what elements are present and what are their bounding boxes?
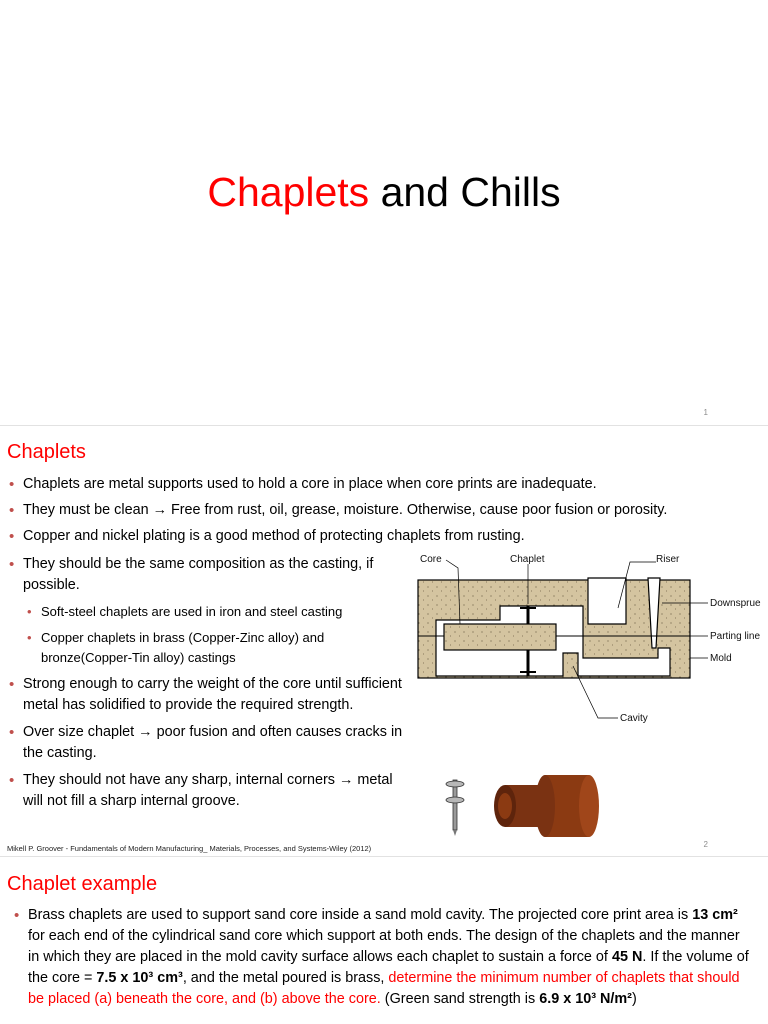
label-chaplet: Chaplet [510,554,545,565]
question-text: determine the minimum number of chaplets that should be placed (a) beneath the core, and (b) above the core. [28,970,740,1007]
label-cavity: Cavity [620,713,648,724]
example-paragraph [12,905,752,1010]
page-number: 2 [703,840,708,849]
bullet-item: • Strong enough to carry the weight of the core until sufficient metal has solidified to provide the required strength. [7,674,407,716]
example-bullet-list [12,905,752,1010]
copper-chaplet-icon [490,771,605,841]
text-run: , and the metal poured is brass, [182,970,389,986]
riser [588,578,626,624]
label-parting-line: Parting line [710,631,761,642]
chaplet-force: 45 N [611,949,643,965]
slide-title-rest: and Chills [369,169,561,215]
text-run: (Green sand strength is [380,991,540,1007]
chaplets-slide [0,426,768,856]
bullet-item: • They should be the same composition as the casting, if possible. [7,554,407,596]
section-heading: Chaplets [7,441,86,463]
text-run: ) [631,991,637,1007]
sub-bullet-item: • Copper chaplets in brass (Copper-Zinc alloy) and bronze(Copper-Tin alloy) castings [7,628,407,668]
text-run: . If the volume of the core = [28,949,749,986]
core-volume: 7.5 x 10³ cm³ [96,970,183,986]
sub-bullet-item: • Soft-steel chaplets are used in iron and steel casting [7,602,407,622]
bullet-list-left [7,554,407,812]
title-slide [0,0,768,425]
slide-title [0,166,768,218]
page-number: 1 [703,408,708,417]
bullet-item: • Copper and nickel plating is a good method of protecting chaplets from rusting. [7,526,767,547]
nail-chaplet-icon [440,778,470,838]
label-mold: Mold [710,653,732,664]
bullet-item: • They should not have any sharp, internal corners → metal will not fill a sharp internal groove. [7,770,407,812]
text-run: for each end of the cylindrical sand core which support at both ends. The design of the chaplets and the manner in which they are placed in the mold cavity surface allows each chaplet to sustain a force of [28,928,740,965]
section-heading: Chaplet example [7,873,158,895]
label-downsprue: Downsprue [710,598,761,609]
text-run: Brass chaplets are used to support sand core inside a sand mold cavity. The projected core print area is [28,907,693,923]
slide-title-highlight: Chaplets [207,169,370,215]
label-core: Core [420,554,442,565]
bullet-item: • Over size chaplet → poor fusion and often causes cracks in the casting. [7,722,407,764]
core [444,624,556,650]
bullet-list-full [7,474,767,547]
mold-diagram [408,548,768,738]
bullet-item: • They must be clean → Free from rust, oil, grease, moisture. Otherwise, cause poor fusion or porosity. [7,500,767,521]
label-riser: Riser [656,554,680,565]
sand-strength: 6.9 x 10³ N/m² [539,991,632,1007]
core-print-area: 13 cm² [692,907,738,923]
example-slide [0,857,768,1024]
bullet-item: • Chaplets are metal supports used to hold a core in place when core prints are inadequate. [7,474,767,495]
reference-citation: Mikell P. Groover - Fundamentals of Modern Manufacturing_ Materials, Processes, and Systems-Wiley (2012) [7,844,372,853]
